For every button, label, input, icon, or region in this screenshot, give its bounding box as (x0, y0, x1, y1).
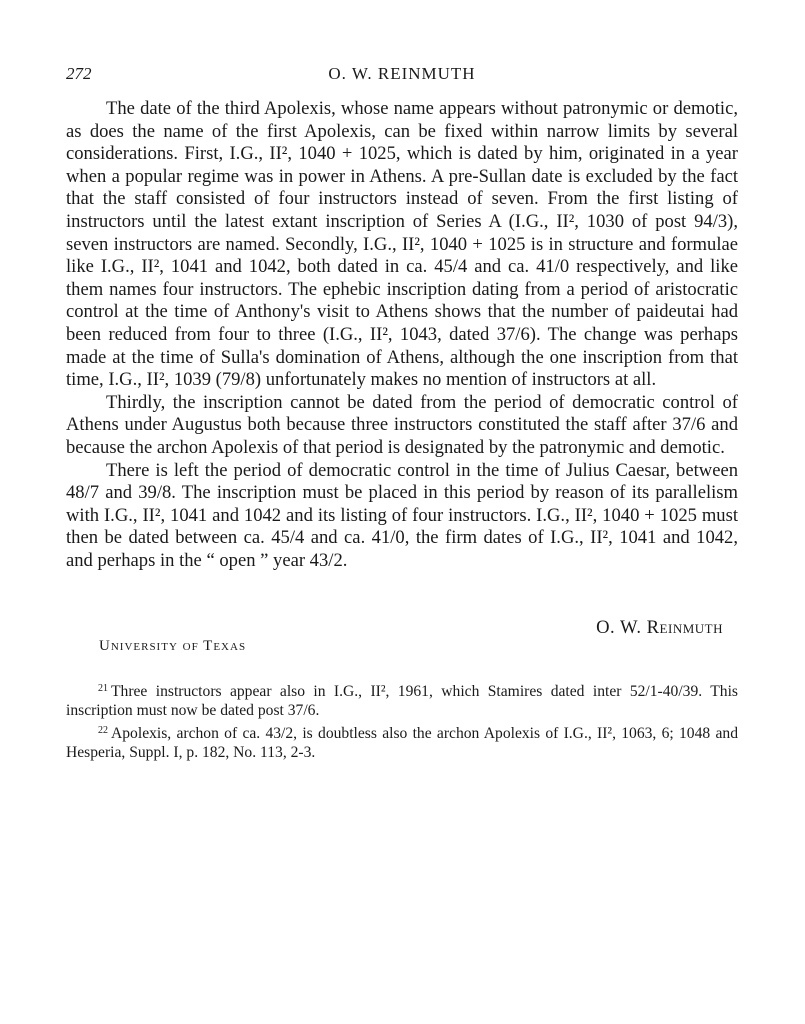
footnote-marker: 21 (98, 683, 108, 694)
author-signature: O. W. Reinmuth (596, 617, 723, 638)
paragraph-1: The date of the third Apolexis, whose name appears without patronymic or demotic, as does the name of the first Apolexis, can be fixed within narrow limits by several considerations. First, I.G., II², 1040 + 1025, which is dated by him, originated in a year when a popular regime was in power in Athens. A pre-Sullan date is excluded by the fact that the staff consisted of four instructors instead of seven. From the first listing of instructors until the latest extant inscription of Series A (I.G., II², 1030 of post 94/3), seven instructors are named. Secondly, I.G., II², 1040 + 1025 is in structure and formulae like I.G., II², 1041 and 1042, both dated in ca. 45/4 and ca. 41/0 respectively, and like them names four instructors. The ephebic inscription dating from a period of aristocratic control at the time of Anthony's visit to Athens shows that the number of paideutai had been reduced from four to three (I.G., II², 1043, dated 37/6). The change was perhaps made at the time of Sulla's domination of Athens, although the one inscription from that time, I.G., II², 1039 (79/8) unfortunately makes no mention of instructors at all. (66, 98, 738, 391)
page-header (66, 64, 738, 88)
footnote-22 (66, 722, 738, 762)
footnotes (66, 680, 738, 764)
footnote-text: Apolexis, archon of ca. 43/2, is doubtless also the archon Apolexis of I.G., II², 1063, 6; 1048 and Hesperia, Suppl. I, p. 182, No. 113, 2-3. (66, 725, 738, 761)
running-head: O. W. REINMUTH (328, 64, 476, 83)
article-body (66, 98, 738, 572)
paragraph-2: Thirdly, the inscription cannot be dated from the period of democratic control of Athens under Augustus both because three instructors constituted the staff after 37/6 and because the archon Apolexis of that period is designated by the patronymic and demotic. (66, 391, 738, 458)
paragraph-3: There is left the period of democratic control in the time of Julius Caesar, between 48/7 and 39/8. The inscription must be placed in this period by reason of its parallelism with I.G., II², 1041 and 1042 and its listing of four instructors. I.G., II², 1040 + 1025 must then be dated between ca. 45/4 and ca. 41/0, the firm dates of I.G., II², 1041 and 1042, and perhaps in the “ open ” year 43/2. (66, 459, 738, 571)
footnote-marker: 22 (98, 725, 108, 737)
author-affiliation: University of Texas (99, 638, 247, 654)
page-number: 272 (66, 64, 92, 83)
footnote-21 (66, 680, 738, 720)
footnote-text: Three instructors appear also in I.G., II², 1961, which Stamires dated inter 52/1-40/39. This inscription must now be dated post 37/6. (66, 683, 738, 719)
